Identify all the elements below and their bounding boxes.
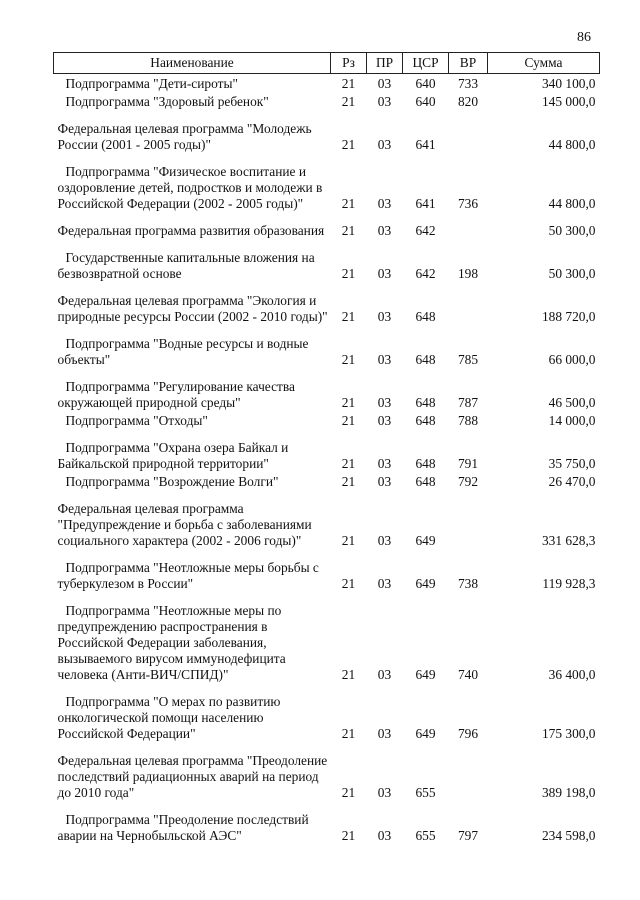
cell-pr: 03 [377,94,392,109]
cell-sum: 50 300,0 [548,266,596,281]
cell-pr: 03 [377,76,392,91]
cell-rz: 21 [341,137,356,152]
row-spacer-cell [54,549,600,558]
cell-pr: 03 [377,309,392,324]
table-row [54,377,600,411]
cell-name: Подпрограмма "О мерах по развитию онкологической помощи населению Российской Федерации" [57,694,281,741]
cell-sum: 188 720,0 [541,309,596,324]
cell-sum: 175 300,0 [541,726,596,741]
row-spacer [54,239,600,248]
cell-vr [449,751,488,801]
cell-rz: 21 [341,76,356,91]
cell-sum: 46 500,0 [548,395,596,410]
table-row [54,438,600,472]
cell-name: Подпрограмма "Охрана озера Байкал и Байкальской природной территории" [57,440,289,471]
cell-rz: 21 [341,94,356,109]
cell-pr: 03 [377,413,392,428]
cell-rz: 21 [341,785,356,800]
cell-pr: 03 [377,726,392,741]
row-spacer-cell [54,429,600,438]
row-spacer [54,549,600,558]
page-number: 86 [577,30,591,45]
row-spacer [54,683,600,692]
cell-csr: 649 [415,667,436,682]
cell-name: Федеральная целевая программа "Преодоление последствий радиационных аварий на период до 2010 года" [57,753,328,800]
table-header [54,53,600,74]
header-vr: ВР [449,53,488,74]
table-row [54,119,600,153]
cell-rz: 21 [341,667,356,682]
table-row [54,248,600,282]
cell-rz: 21 [341,828,356,843]
cell-pr: 03 [377,395,392,410]
cell-sum: 66 000,0 [548,352,596,367]
row-spacer [54,153,600,162]
table-row [54,810,600,844]
cell-vr: 797 [457,828,479,843]
table-row [54,692,600,742]
table-row [54,92,600,110]
cell-vr: 820 [457,94,479,109]
cell-csr: 641 [415,196,436,211]
cell-rz: 21 [341,533,356,548]
cell-rz: 21 [341,413,356,428]
cell-name: Федеральная целевая программа "Молодежь России (2001 - 2005 годы)" [57,121,312,152]
cell-name: Федеральная целевая программа "Экология и природные ресурсы России (2002 - 2010 годы)" [57,293,328,324]
header-csr: ЦСР [403,53,449,74]
cell-csr: 642 [415,223,436,238]
cell-rz: 21 [341,726,356,741]
cell-pr: 03 [377,533,392,548]
cell-csr: 648 [415,395,436,410]
cell-rz: 21 [341,196,356,211]
cell-rz: 21 [341,395,356,410]
cell-name: Федеральная программа развития образования [57,223,325,238]
header-rz: Рз [331,53,367,74]
cell-rz: 21 [341,352,356,367]
cell-csr: 649 [415,576,436,591]
cell-name: Подпрограмма "Возрождение Волги" [65,474,279,489]
cell-vr: 787 [457,395,479,410]
row-spacer [54,212,600,221]
cell-vr: 788 [457,413,479,428]
cell-name: Подпрограмма "Неотложные меры по предупреждению распространения в Российской Федерации заболевания, вызываемого вирусом иммунодефицита человека (Анти-ВИЧ/СПИД)" [57,603,286,682]
cell-pr: 03 [377,667,392,682]
row-spacer-cell [54,325,600,334]
cell-rz: 21 [341,266,356,281]
cell-name: Подпрограмма "Дети-сироты" [65,76,238,91]
cell-vr: 736 [457,196,479,211]
cell-csr: 648 [415,309,436,324]
row-spacer [54,429,600,438]
table-row [54,411,600,429]
cell-csr: 648 [415,474,436,489]
cell-csr: 648 [415,413,436,428]
cell-sum: 50 300,0 [548,223,596,238]
table-row [54,499,600,549]
cell-pr: 03 [377,223,392,238]
row-spacer-cell [54,742,600,751]
cell-name: Подпрограмма "Здоровый ребенок" [65,94,269,109]
cell-vr: 796 [457,726,479,741]
cell-pr: 03 [377,137,392,152]
table-row [54,601,600,683]
cell-vr: 733 [457,76,479,91]
table-row [54,74,600,93]
table-row [54,472,600,490]
row-spacer-cell [54,592,600,601]
cell-name: Государственные капитальные вложения на безвозвратной основе [57,250,315,281]
row-spacer-cell [54,212,600,221]
cell-csr: 655 [415,785,436,800]
table-row [54,334,600,368]
row-spacer-cell [54,153,600,162]
header-sum: Сумма [488,53,600,74]
cell-csr: 648 [415,352,436,367]
cell-sum: 26 470,0 [548,474,596,489]
cell-sum: 14 000,0 [548,413,596,428]
row-spacer-cell [54,239,600,248]
cell-rz: 21 [341,223,356,238]
row-spacer-cell [54,683,600,692]
cell-name: Подпрограмма "Отходы" [65,413,208,428]
table-row [54,751,600,801]
table-body [54,74,600,845]
row-spacer [54,801,600,810]
cell-vr [449,499,488,549]
row-spacer-cell [54,110,600,119]
cell-vr: 198 [457,266,479,281]
cell-sum: 331 628,3 [541,533,596,548]
cell-vr [449,119,488,153]
cell-csr: 642 [415,266,436,281]
cell-pr: 03 [377,785,392,800]
cell-name: Подпрограмма "Неотложные меры борьбы с туберкулезом в России" [57,560,319,591]
row-spacer [54,742,600,751]
cell-vr: 791 [457,456,479,471]
cell-sum: 44 800,0 [548,137,596,152]
row-spacer [54,325,600,334]
cell-vr: 785 [457,352,479,367]
row-spacer [54,592,600,601]
row-spacer [54,490,600,499]
cell-vr: 738 [457,576,479,591]
cell-vr: 740 [457,667,479,682]
cell-sum: 35 750,0 [548,456,596,471]
row-spacer [54,282,600,291]
cell-vr: 792 [457,474,479,489]
cell-name: Подпрограмма "Преодоление последствий аварии на Чернобыльской АЭС" [57,812,309,843]
cell-csr: 641 [415,137,436,152]
cell-sum: 44 800,0 [548,196,596,211]
row-spacer-cell [54,490,600,499]
cell-name: Подпрограмма "Водные ресурсы и водные объекты" [57,336,309,367]
header-pr: ПР [367,53,403,74]
row-spacer-cell [54,368,600,377]
cell-sum: 145 000,0 [541,94,596,109]
row-spacer [54,368,600,377]
table-row [54,162,600,212]
cell-csr: 655 [415,828,436,843]
cell-sum: 340 100,0 [541,76,596,91]
cell-pr: 03 [377,352,392,367]
cell-vr [449,221,488,239]
cell-rz: 21 [341,576,356,591]
cell-sum: 36 400,0 [548,667,596,682]
cell-pr: 03 [377,266,392,281]
cell-name: Подпрограмма "Физическое воспитание и оздоровление детей, подростков и молодежи в Российской Федерации (2002 - 2005 годы)" [57,164,323,211]
cell-rz: 21 [341,456,356,471]
cell-csr: 649 [415,726,436,741]
cell-vr [449,291,488,325]
row-spacer-cell [54,282,600,291]
budget-table [53,52,600,844]
table-row [54,221,600,239]
table-row [54,291,600,325]
cell-csr: 648 [415,456,436,471]
header-name: Наименование [54,53,331,74]
cell-sum: 389 198,0 [541,785,596,800]
cell-rz: 21 [341,474,356,489]
cell-sum: 119 928,3 [542,576,596,591]
cell-rz: 21 [341,309,356,324]
cell-csr: 640 [415,76,436,91]
cell-csr: 649 [415,533,436,548]
table-row [54,558,600,592]
row-spacer [54,110,600,119]
cell-name: Федеральная целевая программа "Предупреждение и борьба с заболеваниями социального характера (2002 - 2006 годы)" [57,501,312,548]
cell-pr: 03 [377,828,392,843]
cell-pr: 03 [377,456,392,471]
cell-pr: 03 [377,196,392,211]
row-spacer-cell [54,801,600,810]
cell-pr: 03 [377,474,392,489]
cell-sum: 234 598,0 [541,828,596,843]
cell-name: Подпрограмма "Регулирование качества окружающей природной среды" [57,379,295,410]
cell-pr: 03 [377,576,392,591]
cell-csr: 640 [415,94,436,109]
